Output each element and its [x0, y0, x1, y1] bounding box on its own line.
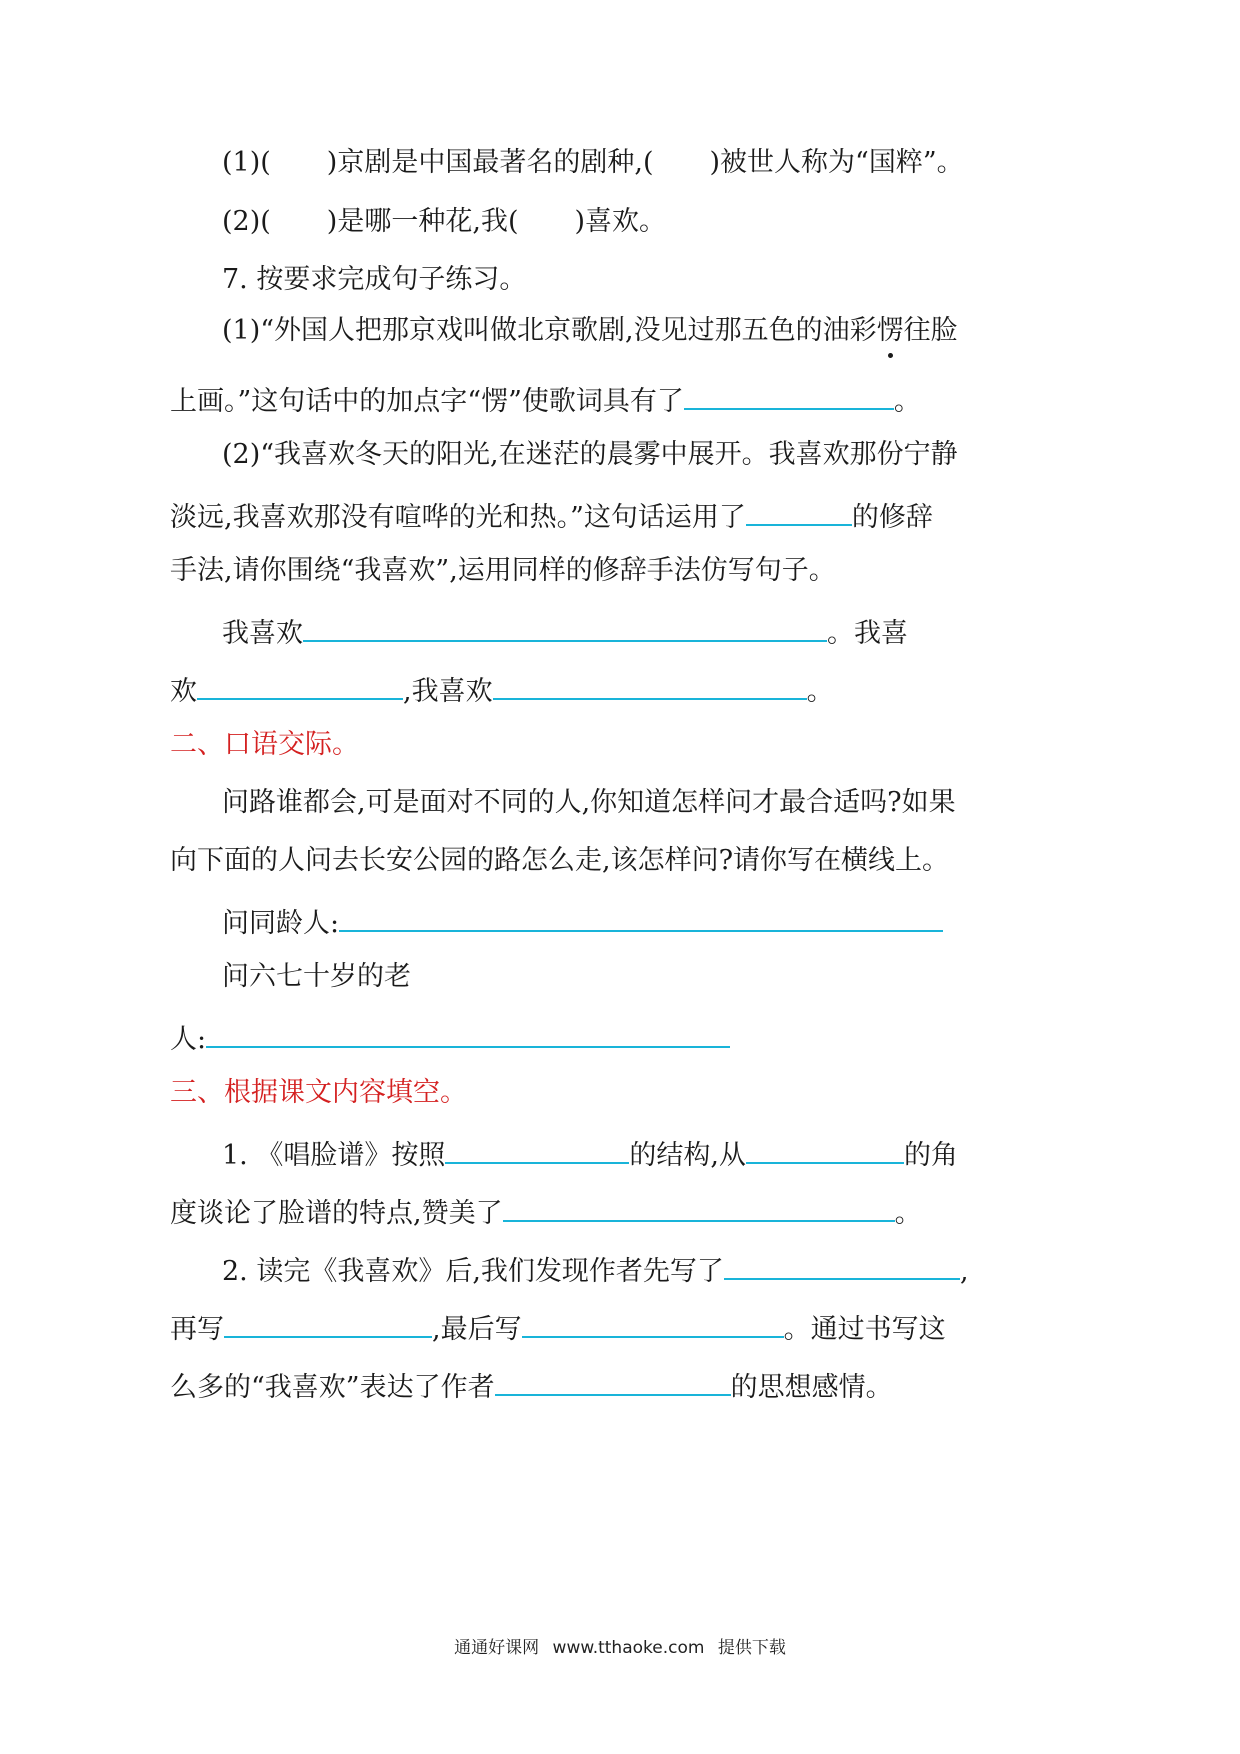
section-three-heading: 三、根据课文内容填空。 [170, 1077, 467, 1108]
answer-blank[interactable] [503, 1192, 895, 1222]
emphasis-dot-char: 愣 [876, 315, 904, 346]
answer-blank[interactable] [522, 1308, 784, 1338]
answer-blank[interactable] [224, 1308, 432, 1338]
answer-blank[interactable] [339, 902, 943, 932]
answer-blank[interactable] [495, 1366, 731, 1396]
ask-elder-line1: 问六七十岁的老 [222, 961, 411, 992]
q7-item2-line1: (2)“我喜欢冬天的阳光,在迷茫的晨雾中展开。我喜欢那份宁静 [222, 439, 958, 470]
answer-blank[interactable] [445, 1134, 629, 1164]
sec3-q1-line2: 度谈论了脸谱的特点,赞美了 。 [170, 1192, 922, 1231]
q7-item1-line2: 上画。”这句话中的加点字“愣”使歌词具有了 。 [170, 380, 921, 419]
ask-elder-line2: 人: [170, 1018, 730, 1057]
answer-blank[interactable] [746, 1134, 904, 1164]
answer-blank[interactable] [724, 1250, 960, 1280]
q7-item2-fill1: 我喜欢 。我喜 [222, 612, 908, 651]
q6-item2: (2)( )是哪一种花,我( )喜欢。 [222, 206, 667, 237]
q6-item1: (1)( )京剧是中国最著名的剧种,( )被世人称为“国粹”。 [222, 147, 964, 178]
footer-note: 提供下载 [717, 1638, 786, 1658]
answer-blank[interactable] [197, 670, 403, 700]
answer-blank[interactable] [746, 496, 852, 526]
sec3-q2-line2: 再写 ,最后写 。通过书写这 [170, 1308, 946, 1347]
answer-blank[interactable] [303, 612, 827, 642]
footer-url[interactable]: www.tthaoke.com [552, 1638, 705, 1658]
q7-item1-line1: (1)“外国人把那京戏叫做北京歌剧,没见过那五色的油彩愣往脸 [222, 315, 958, 346]
section-two-heading: 二、口语交际。 [170, 729, 359, 760]
ask-peer: 问同龄人: [222, 902, 943, 941]
q7-item2-fill2: 欢 ,我喜欢 。 [170, 670, 834, 709]
page-footer [0, 1633, 1240, 1658]
sec3-q1-line1: 1. 《唱脸谱》按照 的结构,从 的角 [222, 1134, 958, 1173]
answer-blank[interactable] [206, 1018, 730, 1048]
answer-blank[interactable] [493, 670, 807, 700]
q7-item2-line3: 手法,请你围绕“我喜欢”,运用同样的修辞手法仿写句子。 [170, 555, 836, 586]
q7-item2-line2: 淡远,我喜欢那没有喧哗的光和热。”这句话运用了 的修辞 [170, 496, 933, 535]
sec2-para-line2: 向下面的人问去长安公园的路怎么走,该怎样问?请你写在横线上。 [170, 845, 950, 876]
footer-site: 通通好课网 [454, 1638, 540, 1658]
answer-blank[interactable] [684, 380, 894, 410]
sec3-q2-line3: 么多的“我喜欢”表达了作者 的思想感情。 [170, 1366, 893, 1405]
q7-title: 7. 按要求完成句子练习。 [222, 264, 527, 295]
sec2-para-line1: 问路谁都会,可是面对不同的人,你知道怎样问才最合适吗?如果 [222, 787, 956, 818]
sec3-q2-line1: 2. 读完《我喜欢》后,我们发现作者先写了 , [222, 1250, 969, 1289]
